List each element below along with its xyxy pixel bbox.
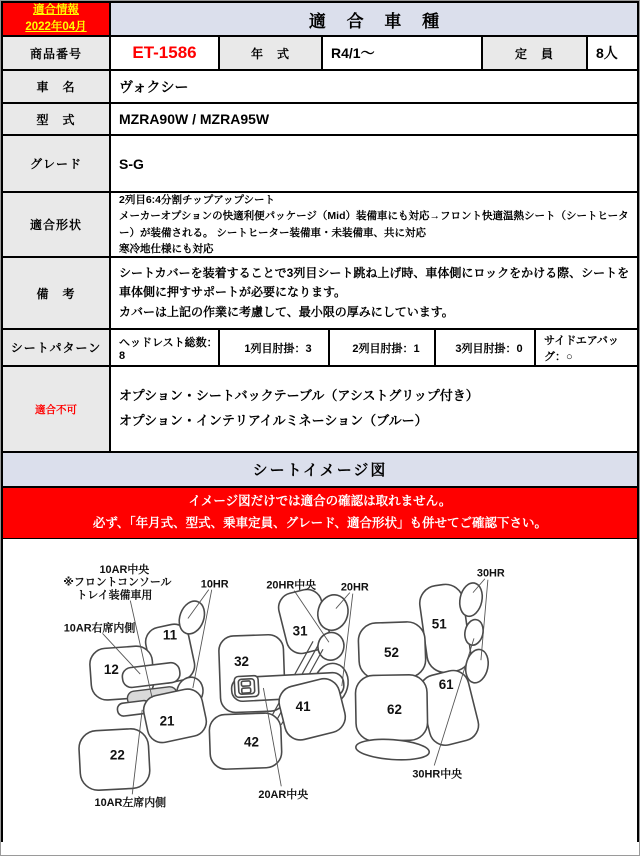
product-no-label: 商品番号	[3, 37, 111, 69]
label-front-center-armrest: 10AR中央	[99, 563, 150, 576]
label-third-center-headrest: 30HR中央	[412, 768, 463, 781]
seat-number-41: 41	[295, 698, 311, 714]
fit-info-box	[3, 3, 111, 35]
seat-number-12: 12	[103, 662, 119, 678]
fit-info-date: 2022年04月	[25, 21, 87, 33]
side-airbag: サイドエアバッグ：○	[536, 330, 637, 365]
incompatible-line: オプション・シートバックテーブル（アシストグリップ付き）	[119, 388, 479, 404]
seat-number-21: 21	[159, 713, 175, 729]
year-label: 年 式	[220, 37, 323, 69]
seat-number-42: 42	[244, 734, 259, 750]
model-label: 型 式	[3, 104, 111, 134]
grade-row	[3, 136, 637, 193]
seat-number-31: 31	[292, 623, 308, 639]
fit-shape-line: メーカーオプションの快適利便パッケージ（Mid）装備車にも対応→フロント快適温熱シート（シートヒーター）が装備される。 シートヒーター装備車・未装備車、共に対応	[119, 210, 629, 239]
page-title: 適 合 車 種	[111, 3, 637, 35]
second-row-group	[209, 586, 353, 769]
label-second-center-headrest: 20HR中央	[266, 579, 317, 592]
third-row-group	[355, 581, 491, 762]
incompatible-line: オプション・インテリアイルミネーション（ブルー）	[119, 413, 428, 428]
product-row	[3, 37, 637, 71]
incompatible-value	[111, 367, 637, 451]
seat-number-32: 32	[234, 654, 249, 670]
seat-number-61: 61	[438, 676, 454, 692]
seat-diagram-area	[3, 539, 637, 842]
fit-shape-line: 2列目6:4分割チップアップシート	[119, 193, 276, 206]
warning-line: イメージ図だけでは適合の確認は取れません。	[188, 494, 452, 509]
label-console-note2: トレイ装備車用	[76, 589, 153, 602]
model-value: MZRA90W / MZRA95W	[111, 104, 637, 134]
capacity-label: 定 員	[483, 37, 588, 69]
seat-image-section-title: シートイメージ図	[3, 453, 637, 488]
incompatible-label: 適合不可	[3, 367, 111, 451]
label-third-headrest: 30HR	[476, 567, 505, 580]
label-front-headrest: 10HR	[200, 578, 229, 591]
grade-value: S-G	[111, 136, 637, 191]
seat-pattern-label: シートパターン	[3, 330, 111, 365]
notes-row	[3, 258, 637, 330]
capacity-value: 8人	[588, 37, 637, 69]
fit-shape-label: 適合形状	[3, 193, 111, 256]
grade-label: グレード	[3, 136, 111, 191]
product-no-value: ET-1586	[111, 37, 220, 69]
seat-diagram	[3, 539, 639, 837]
seat-number-52: 52	[384, 645, 399, 661]
fit-info-label: 適合情報	[33, 4, 79, 17]
car-name-label: 車 名	[3, 71, 111, 102]
row1-armrest: 1列目肘掛：3	[220, 330, 330, 365]
row3-armrest: 3列目肘掛：0	[436, 330, 536, 365]
seat-number-62: 62	[387, 701, 402, 717]
car-name-row	[3, 71, 637, 104]
warning-banner	[3, 488, 637, 539]
warning-line: 必ず、「年月式、型式、乗車定員、グレード、適合形状」も併せてご確認下さい。	[92, 516, 548, 530]
fit-shape-line: 寒冷地仕様にも対応	[119, 242, 214, 255]
header-row	[3, 3, 637, 37]
fit-shape-value	[111, 193, 637, 256]
car-name-value: ヴォクシー	[111, 71, 637, 102]
label-front-left-inner-armrest: 10AR左席内側	[94, 797, 167, 810]
spec-table	[1, 1, 639, 842]
seat-number-51: 51	[431, 616, 447, 632]
year-value: R4/1～	[323, 37, 483, 69]
seat-number-22: 22	[109, 747, 125, 763]
notes-label: 備 考	[3, 258, 111, 328]
label-front-right-inner-armrest: 10AR右席内側	[63, 622, 136, 635]
row2-armrest: 2列目肘掛：1	[330, 330, 436, 365]
notes-value	[111, 258, 637, 328]
fit-shape-row	[3, 193, 637, 258]
notes-line: シートカバーを装着することで3列目シート跳ね上げ時、車体側にロックをかける際、シートを車体側に押すサポートが必要になります。	[119, 266, 630, 300]
headrest-count: ヘッドレスト総数：8	[111, 330, 220, 365]
incompatible-row	[3, 367, 637, 453]
notes-line: カバーは上記の作業に考慮して、最小限の厚みにしています。	[119, 304, 454, 319]
label-second-center-armrest: 20AR中央	[258, 789, 309, 802]
label-second-headrest: 20HR	[340, 581, 369, 594]
seat-number-11: 11	[162, 627, 178, 643]
model-row	[3, 104, 637, 136]
label-console-note1: ※フロントコンソール	[63, 576, 172, 589]
seat-pattern-row	[3, 330, 637, 367]
